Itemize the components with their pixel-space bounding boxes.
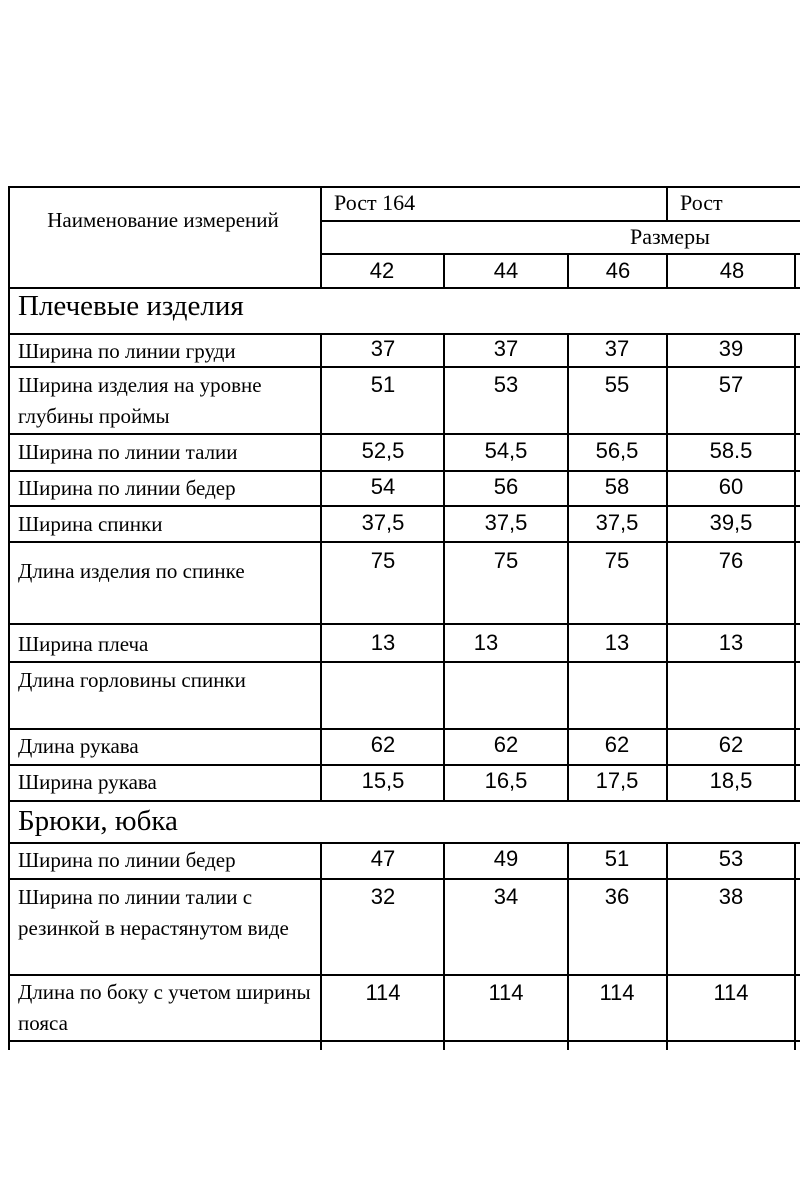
row-label: Ширина по линии груди	[18, 339, 236, 363]
row-value: 37	[604, 336, 630, 361]
row-value: 114	[488, 980, 524, 1005]
grid-line	[8, 728, 800, 730]
grid-line	[8, 661, 800, 663]
row-label: Ширина по линии талии с резинкой в нерастянутом виде	[18, 885, 289, 940]
row-value: 13	[604, 630, 630, 655]
row-label: Ширина изделия на уровне глубины проймы	[18, 373, 262, 428]
grid-line	[320, 253, 800, 255]
row-value: 56,5	[595, 438, 639, 463]
section-title-trousers-skirt: Брюки, юбка	[18, 805, 178, 837]
row-value: 37,5	[595, 510, 639, 535]
row-value: 52,5	[361, 438, 405, 463]
row-value: 17,5	[595, 768, 639, 793]
row-value: 37,5	[484, 510, 528, 535]
row-label: Ширина по линии бедер	[18, 476, 236, 500]
size-header: 48	[719, 258, 745, 283]
row-value: 58	[604, 474, 630, 499]
row-value: 16,5	[484, 768, 528, 793]
grid-line	[443, 842, 445, 1050]
row-value: 39	[718, 336, 744, 361]
row-value: 114	[365, 980, 401, 1005]
row-value: 56	[493, 474, 519, 499]
grid-line	[8, 878, 800, 880]
grid-line	[8, 974, 800, 976]
grid-line	[666, 253, 668, 287]
row-label: Длина изделия по спинке	[18, 559, 245, 583]
size-header: 46	[605, 258, 631, 283]
row-value: 47	[370, 846, 396, 871]
grid-line	[8, 842, 800, 844]
row-value: 57	[718, 372, 744, 397]
row-value: 51	[370, 372, 396, 397]
row-label: Ширина рукава	[18, 770, 157, 794]
row-value: 13	[473, 630, 499, 655]
row-value: 13	[718, 630, 744, 655]
grid-line	[794, 333, 796, 800]
row-label: Длина по боку с учетом ширины пояса	[18, 980, 311, 1035]
grid-line	[8, 333, 800, 335]
row-value: 75	[493, 548, 519, 573]
grid-line	[8, 623, 800, 625]
height-next-header: Рост	[680, 190, 723, 215]
height-164-header: Рост 164	[334, 190, 416, 215]
measurement-name-header: Наименование измерений	[47, 208, 279, 232]
row-value: 76	[718, 548, 744, 573]
row-value: 54	[370, 474, 396, 499]
row-value: 13	[370, 630, 396, 655]
row-value: 53	[718, 846, 744, 871]
grid-line	[8, 470, 800, 472]
sizes-header: Размеры	[630, 224, 710, 249]
row-value: 37	[493, 336, 519, 361]
size-header: 42	[369, 258, 395, 283]
row-value: 32	[370, 884, 396, 909]
grid-line	[567, 253, 569, 287]
grid-line	[8, 186, 10, 1050]
grid-line	[8, 186, 800, 188]
grid-line	[443, 253, 445, 287]
row-label: Длина горловины спинки	[18, 668, 246, 692]
grid-line	[8, 541, 800, 543]
grid-line	[320, 333, 322, 800]
row-value: 51	[604, 846, 630, 871]
row-value: 15,5	[361, 768, 405, 793]
row-value: 37	[370, 336, 396, 361]
row-label: Ширина спинки	[18, 512, 163, 536]
row-value: 114	[599, 980, 635, 1005]
grid-line	[567, 842, 569, 1050]
row-value: 62	[604, 732, 630, 757]
row-value: 62	[370, 732, 396, 757]
row-value: 18,5	[709, 768, 753, 793]
grid-line	[8, 433, 800, 435]
row-value: 75	[370, 548, 396, 573]
row-value: 39,5	[709, 510, 753, 535]
grid-line	[443, 333, 445, 800]
grid-line	[666, 186, 668, 220]
grid-line	[8, 800, 800, 802]
row-label: Ширина по линии талии	[18, 440, 238, 464]
row-value: 62	[493, 732, 519, 757]
row-value: 49	[493, 846, 519, 871]
section-title-shoulder-garments: Плечевые изделия	[18, 290, 244, 322]
grid-line	[794, 253, 796, 287]
row-value: 114	[713, 980, 749, 1005]
row-label: Ширина по линии бедер	[18, 848, 236, 872]
row-value: 58.5	[709, 438, 753, 463]
row-value: 75	[604, 548, 630, 573]
row-value: 53	[493, 372, 519, 397]
size-header: 44	[493, 258, 519, 283]
row-value: 62	[718, 732, 744, 757]
grid-line	[320, 186, 322, 287]
row-label: Ширина плеча	[18, 632, 149, 656]
row-value: 55	[604, 372, 630, 397]
grid-line	[320, 842, 322, 1050]
grid-line	[320, 220, 800, 222]
row-value: 36	[604, 884, 630, 909]
row-value: 34	[493, 884, 519, 909]
row-value: 60	[718, 474, 744, 499]
grid-line	[8, 505, 800, 507]
row-value: 37,5	[361, 510, 405, 535]
grid-line	[8, 287, 800, 289]
row-label: Длина рукава	[18, 734, 139, 758]
row-value: 54,5	[484, 438, 528, 463]
grid-line	[8, 1040, 800, 1042]
grid-line	[794, 842, 796, 1050]
grid-line	[666, 842, 668, 1050]
row-value: 38	[718, 884, 744, 909]
grid-line	[8, 764, 800, 766]
